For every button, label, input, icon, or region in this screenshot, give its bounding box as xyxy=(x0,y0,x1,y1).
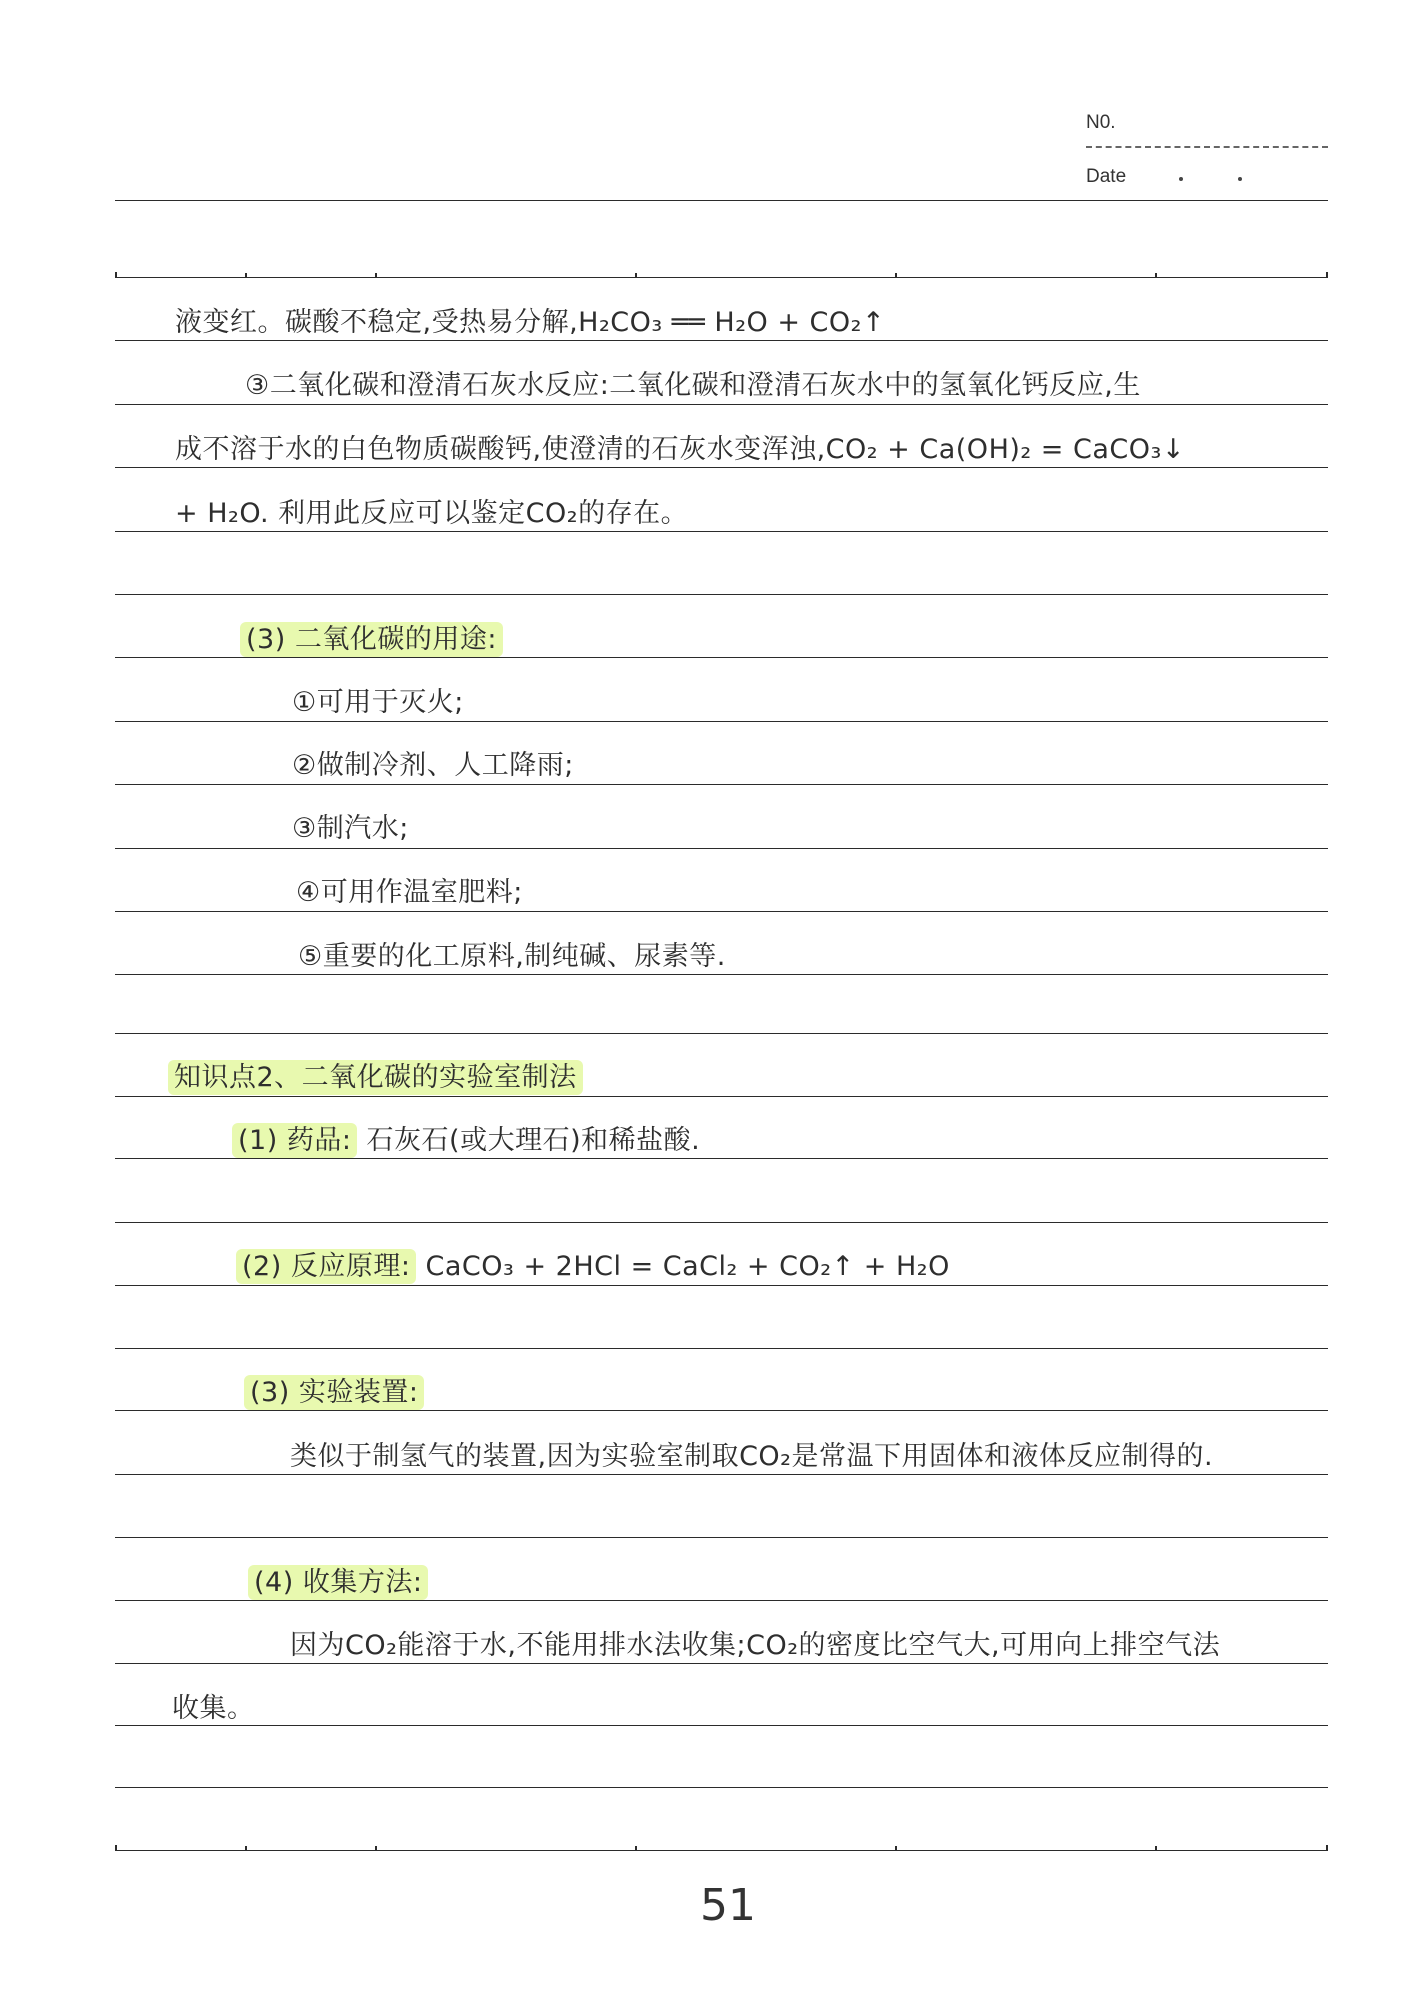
section-heading-text: (3) 二氧化碳的用途: xyxy=(240,622,503,657)
subsection-label: (1) 药品: xyxy=(232,1123,357,1158)
ruled-line xyxy=(115,1663,1328,1664)
ruled-line xyxy=(115,404,1328,405)
section-heading xyxy=(240,623,503,657)
subsection-text: 石灰石(或大理石)和稀盐酸. xyxy=(366,1125,701,1156)
ruled-line xyxy=(115,1158,1328,1159)
page-number: 51 xyxy=(700,1880,756,1931)
date-dot xyxy=(1238,177,1242,181)
ruled-line xyxy=(115,1850,1328,1851)
ruled-line xyxy=(115,200,1328,201)
subsection-line xyxy=(236,1250,950,1284)
ruled-line xyxy=(115,1537,1328,1538)
ruled-line xyxy=(115,1600,1328,1601)
note-line: 类似于制氢气的装置,因为实验室制取CO₂是常温下用固体和液体反应制得的. xyxy=(290,1441,1214,1472)
ruled-line xyxy=(115,974,1328,975)
subsection-label: (4) 收集方法: xyxy=(248,1565,428,1600)
ruled-line xyxy=(115,1348,1328,1349)
list-item: ③制汽水; xyxy=(292,813,409,844)
ruled-line xyxy=(115,1033,1328,1034)
note-line: 液变红。碳酸不稳定,受热易分解,H₂CO₃ ══ H₂O + CO₂↑ xyxy=(175,307,886,338)
ruled-line xyxy=(115,848,1328,849)
note-line: 成不溶于水的白色物质碳酸钙,使澄清的石灰水变浑浊,CO₂ + Ca(OH)₂ = CaCO₃↓ xyxy=(175,434,1185,465)
ruled-line xyxy=(115,340,1328,341)
date-dot xyxy=(1179,177,1183,181)
ruled-line xyxy=(115,531,1328,532)
note-line: + H₂O. 利用此反应可以鉴定CO₂的存在。 xyxy=(175,498,689,529)
subsection-heading xyxy=(244,1376,424,1410)
ruled-line xyxy=(115,1285,1328,1286)
subsection-label: (2) 反应原理: xyxy=(236,1249,416,1284)
list-item: ①可用于灭火; xyxy=(292,687,464,718)
ruled-line xyxy=(115,657,1328,658)
number-dashed-line xyxy=(1086,146,1328,148)
ruled-line xyxy=(115,1474,1328,1475)
note-line: 收集。 xyxy=(172,1693,255,1724)
subsection-line xyxy=(232,1124,700,1158)
ruled-line xyxy=(115,1096,1328,1097)
note-line: 因为CO₂能溶于水,不能用排水法收集;CO₂的密度比空气大,可用向上排空气法 xyxy=(290,1630,1221,1661)
ruled-line xyxy=(115,467,1328,468)
number-label: N0. xyxy=(1086,112,1116,133)
ruled-line xyxy=(115,277,1328,278)
ruled-line xyxy=(115,721,1328,722)
ruled-line xyxy=(115,1787,1328,1788)
ruled-line xyxy=(115,594,1328,595)
ruled-line xyxy=(115,1222,1328,1223)
knowledge-point-text: 知识点2、二氧化碳的实验室制法 xyxy=(168,1060,583,1095)
list-item: ②做制冷剂、人工降雨; xyxy=(292,750,574,781)
list-item: ④可用作温室肥料; xyxy=(296,877,523,908)
ruled-line xyxy=(115,784,1328,785)
subsection-text: CaCO₃ + 2HCl = CaCl₂ + CO₂↑ + H₂O xyxy=(425,1251,950,1282)
list-item: ⑤重要的化工原料,制纯碱、尿素等. xyxy=(298,941,726,972)
subsection-label: (3) 实验装置: xyxy=(244,1375,424,1410)
ruled-line xyxy=(115,911,1328,912)
note-line: ③二氧化碳和澄清石灰水反应:二氧化碳和澄清石灰水中的氢氧化钙反应,生 xyxy=(245,370,1141,401)
knowledge-point-heading xyxy=(168,1061,583,1095)
ruled-line xyxy=(115,1410,1328,1411)
subsection-heading xyxy=(248,1566,428,1600)
date-label: Date xyxy=(1086,166,1127,187)
ruled-line xyxy=(115,1725,1328,1726)
